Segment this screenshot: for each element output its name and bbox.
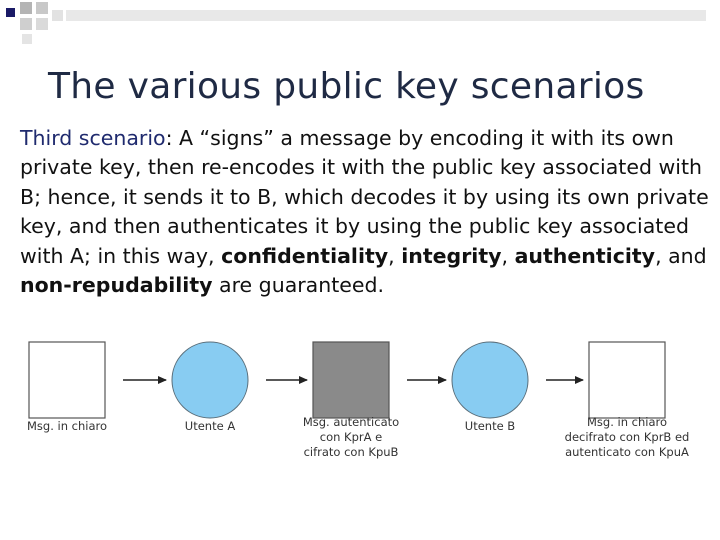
user-node-circle bbox=[172, 342, 248, 418]
node-label bbox=[565, 415, 690, 459]
node-label bbox=[185, 419, 236, 433]
encrypted-message-square bbox=[313, 342, 389, 418]
deco-square bbox=[36, 18, 48, 30]
node-label-line: Msg. in chiaro bbox=[586, 415, 668, 429]
deco-square bbox=[6, 8, 15, 17]
paragraph-text: , and bbox=[655, 243, 707, 268]
node-label bbox=[465, 419, 516, 433]
slide-title: The various public key scenarios bbox=[48, 66, 645, 107]
keyword-non-repudability: non-repudability bbox=[20, 273, 213, 298]
node-label bbox=[303, 415, 399, 459]
paragraph-text: are guaranteed. bbox=[212, 273, 385, 298]
deco-square bbox=[20, 18, 32, 30]
user-node-circle bbox=[452, 342, 528, 418]
message-flow-diagram bbox=[0, 330, 720, 480]
keyword-confidentiality: confidentiality bbox=[221, 243, 389, 268]
deco-square bbox=[20, 2, 32, 14]
plain-message-square bbox=[29, 342, 105, 418]
node-label-line: cifrato con KpuB bbox=[303, 445, 399, 459]
plain-message-square bbox=[589, 342, 665, 418]
node-label-line: Utente B bbox=[464, 419, 516, 433]
deco-square bbox=[52, 10, 63, 21]
node-label-line: Msg. in chiaro bbox=[26, 419, 108, 433]
node-label-line: decifrato con KprB ed bbox=[564, 430, 690, 444]
paragraph-text: : A “signs” a message by encoding it with its own private key, then re-encodes it with the public key associated with B; hence, it sends it to B, which decodes it by using its own private key, and then authenticates it by using the public key associated with A; in this way, bbox=[20, 126, 709, 268]
node-label-line: con KprA e bbox=[319, 430, 383, 444]
body-paragraph bbox=[20, 124, 710, 300]
scenario-label: Third scenario bbox=[20, 126, 166, 150]
paragraph-text: , bbox=[501, 243, 515, 268]
deco-square bbox=[66, 10, 706, 21]
keyword-integrity: integrity bbox=[401, 243, 502, 268]
node-label-line: Utente A bbox=[184, 419, 236, 433]
node-label-line: Msg. autenticato bbox=[302, 415, 400, 429]
deco-square bbox=[36, 2, 48, 14]
node-label bbox=[27, 419, 107, 433]
paragraph-text: , bbox=[388, 243, 402, 268]
keyword-authenticity: authenticity bbox=[514, 243, 656, 268]
node-label-line: autenticato con KpuA bbox=[565, 445, 689, 459]
deco-square bbox=[22, 34, 32, 44]
